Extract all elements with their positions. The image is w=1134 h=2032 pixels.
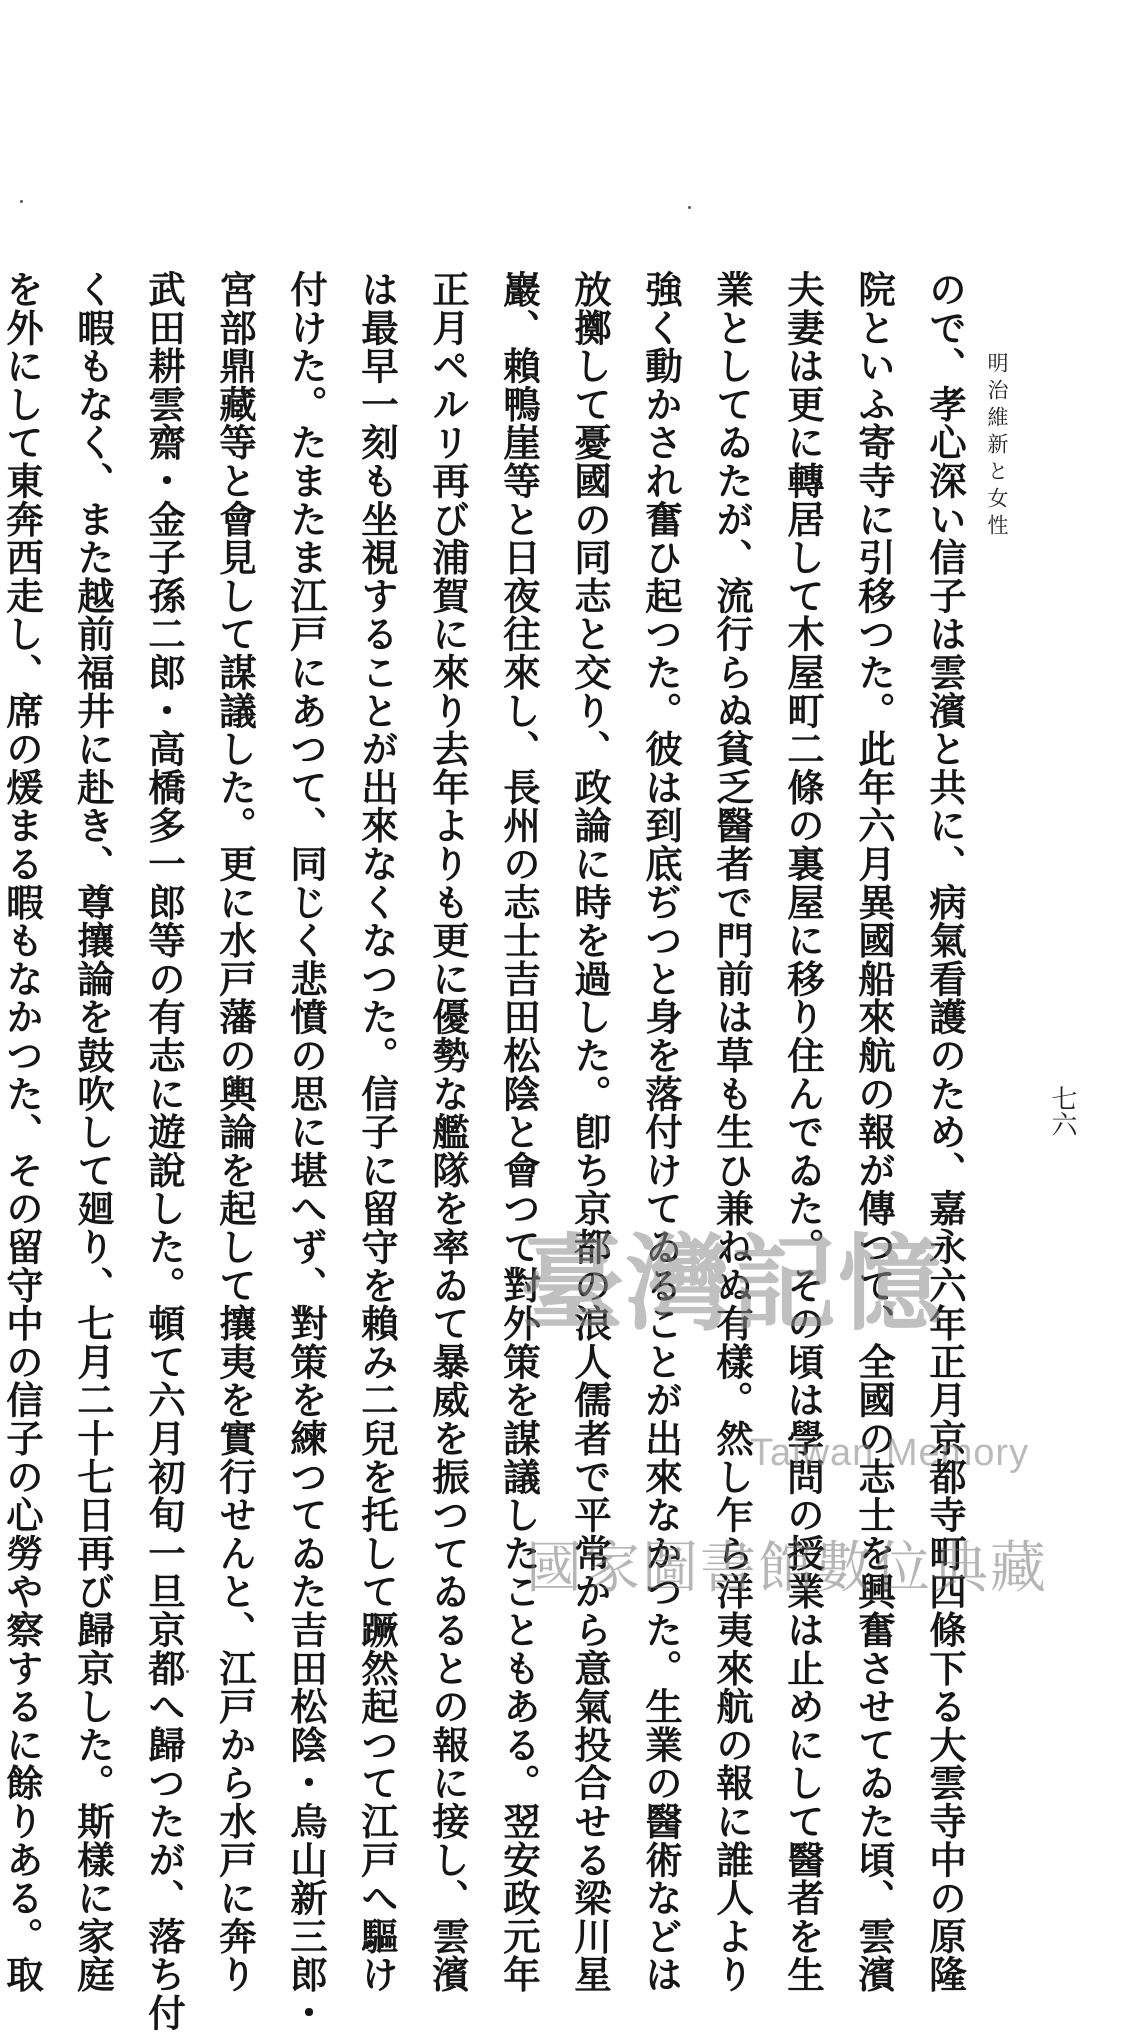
text-column: く暇もなく、また越前福井に赴き、尊攘論を鼓吹して廻り、七月二十七日再び歸京した。斯樣に家庭 [71, 270, 115, 1994]
text-column: 夫妻は更に轉居して木屋町二條の裏屋に移り住んでゐた。その頃は學問の授業は止めにして醫者を生 [781, 270, 825, 1994]
watermark-subtitle: 國家圖書館數位典藏 [526, 1536, 1048, 1601]
text-column: 付けた。たまたま江戸にあつて、同じく悲憤の思に堪へず、對策を練つてゐた吉田松陰・烏山新三郎・ [284, 270, 328, 2032]
watermark-english: Taiwan Memory [750, 1432, 1030, 1474]
page-number: 七六 [1047, 1085, 1077, 1137]
text-column: 強く動かされ奮ひ起つた。彼は到底ぢつと身を落付けてゐることが出來なかつた。生業の醫術などは [639, 270, 683, 1994]
scan-speck [186, 1670, 189, 1673]
text-column: 宮部鼎藏等と會見して謀議した。更に水戸藩の輿論を起して攘夷を實行せんと、江戸から水戸に奔り [213, 270, 257, 1994]
scan-speck [688, 206, 691, 209]
text-column: 巖、賴鴨崖等と日夜往來し、長州の志士吉田松陰と會つて對外策を謀議したこともある。翌安政元年 [497, 270, 541, 1994]
text-column: を外にして東奔西走し、席の煖まる暇もなかつた、その留守中の信子の心勞や察するに餘りある。取 [0, 270, 44, 1994]
text-column: 放擲して憂國の同志と交り、政論に時を過した。卽ち京都の浪人儒者で平常から意氣投合せる梁川星 [568, 270, 612, 1994]
scan-speck [20, 200, 23, 203]
text-column: 院といふ寄寺に引移つた。此年六月異國船來航の報が傳つて、全國の志士を興奮させてゐた頃、雲濱 [852, 270, 896, 1994]
text-column: ので、孝心深い信子は雲濱と共に、病氣看護のため、嘉永六年正月京都寺町四條下る大雲寺中の原隆 [923, 270, 967, 1994]
watermark-logo: 臺灣記憶 [520, 1222, 945, 1345]
text-column: 業としてゐたが、流行らぬ貧乏醫者で門前は草も生ひ兼ねぬ有樣。然し乍ら洋夷來航の報に誰人より [710, 270, 754, 1994]
text-column: 武田耕雲齋・金子孫二郎・高橋多一郎等の有志に遊說した。頓て六月初旬一旦京都へ歸つたが、落ち付 [142, 270, 186, 2032]
running-title: 明治維新と女性 [985, 352, 1009, 541]
text-column: 正月ペルリ再び浦賀に來り去年よりも更に優勢な艦隊を率ゐて暴威を振つてゐるとの報に接し、雲濱 [426, 270, 470, 1994]
text-column: は最早一刻も坐視することが出來なくなつた。信子に留守を賴み二兒を托して蹶然起つて江戸へ驅け [355, 270, 399, 1994]
body-text [0, 270, 980, 2032]
